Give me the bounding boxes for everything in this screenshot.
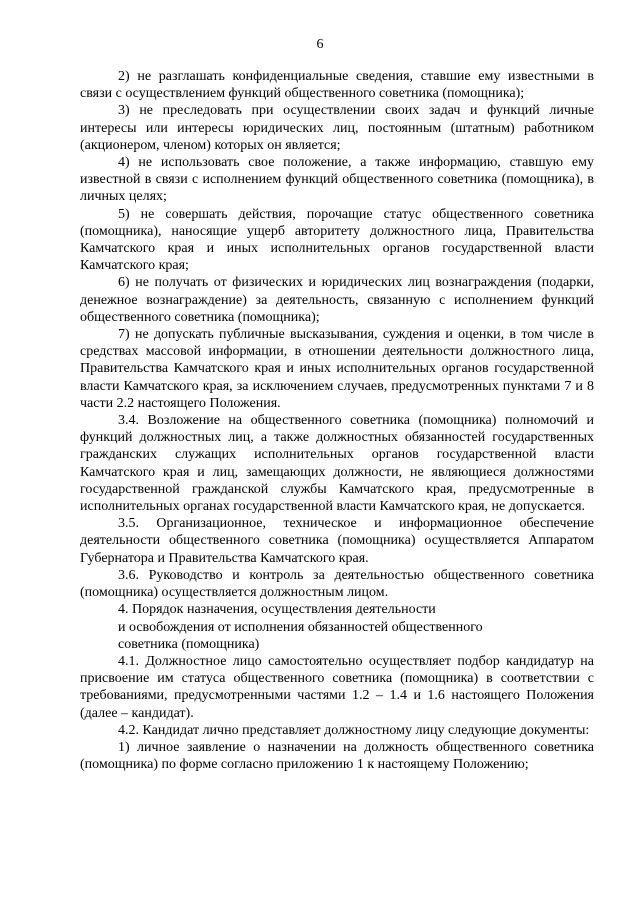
paragraph: 1) личное заявление о назначении на должность общественного советника (помощника) по форме согласно приложению 1 к настоящему Положению;: [80, 739, 594, 773]
section-heading-line: советника (помощника): [118, 636, 260, 652]
paragraph: 7) не допускать публичные высказывания, суждения и оценки, в том числе в средствах массовой информации, в отношении деятельности должностного лица, Правительства Камчатского края и иных исполнительных органов государственной власти Камчатского края, за исключением случаев, предусмотренных пунктами 7 и 8 части 2.2 настоящего Положения.: [80, 327, 594, 411]
section-heading-line: 4. Порядок назначения, осуществления деятельности: [118, 602, 436, 618]
paragraph: 6) не получать от физических и юридических лиц вознаграждения (подарки, денежное вознаграждение) за деятельность, связанную с исполнением функций общественного советника (помощника);: [80, 275, 594, 325]
paragraph: 5) не совершать действия, порочащие статус общественного советника (помощника), наносящие ущерб авторитету должностного лица, Правительства Камчатского края и иных исполнительных органов государственной власти Камчатского края;: [80, 206, 594, 274]
document-body: [80, 68, 594, 773]
paragraph: 3.4. Возложение на общественного советника (помощника) полномочий и функций должностных лиц, а также должностных обязанностей государственных гражданских служащих исполнительных органов государственной власти Камчатского края и лиц, замещающих должности, не являющиеся должностями государственной гражданской службы Камчатского края, предусмотренные в исполнительных органах государственной власти Камчатского края, не допускается.: [80, 413, 594, 515]
paragraph: 4.2. Кандидат лично представляет должностному лицу следующие документы:: [118, 722, 590, 738]
paragraph: 3) не преследовать при осуществлении своих задач и функций личные интересы или интересы юридических лиц, постоянным (штатным) работником (акционером, членом) которых он является;: [80, 103, 594, 153]
paragraph: 2) не разглашать конфиденциальные сведения, ставшие ему известными в связи с осуществлением функций общественного советника (помощника);: [80, 69, 594, 102]
paragraph: 4) не использовать свое положение, а также информацию, ставшую ему известной в связи с исполнением функций общественного советника (помощника), в личных целях;: [80, 155, 594, 205]
paragraph: 4.1. Должностное лицо самостоятельно осуществляет подбор кандидатур на присвоение им статуса общественного советника (помощника) в соответствии с требованиями, предусмотренными частями 1.2 – 1.4 и 1.6 настоящего Положения (далее – кандидат).: [80, 653, 594, 721]
section-heading: [80, 601, 594, 653]
section-heading-line: и освобождения от исполнения обязанностей общественного: [118, 619, 483, 635]
paragraph: 3.5. Организационное, техническое и информационное обеспечение деятельности общественного советника (помощника) осуществляется Аппаратом Губернатора и Правительства Камчатского края.: [80, 516, 594, 566]
page-number: 6: [316, 37, 324, 52]
paragraph: 3.6. Руководство и контроль за деятельностью общественного советника (помощника) осуществляется должностным лицом.: [80, 567, 594, 601]
